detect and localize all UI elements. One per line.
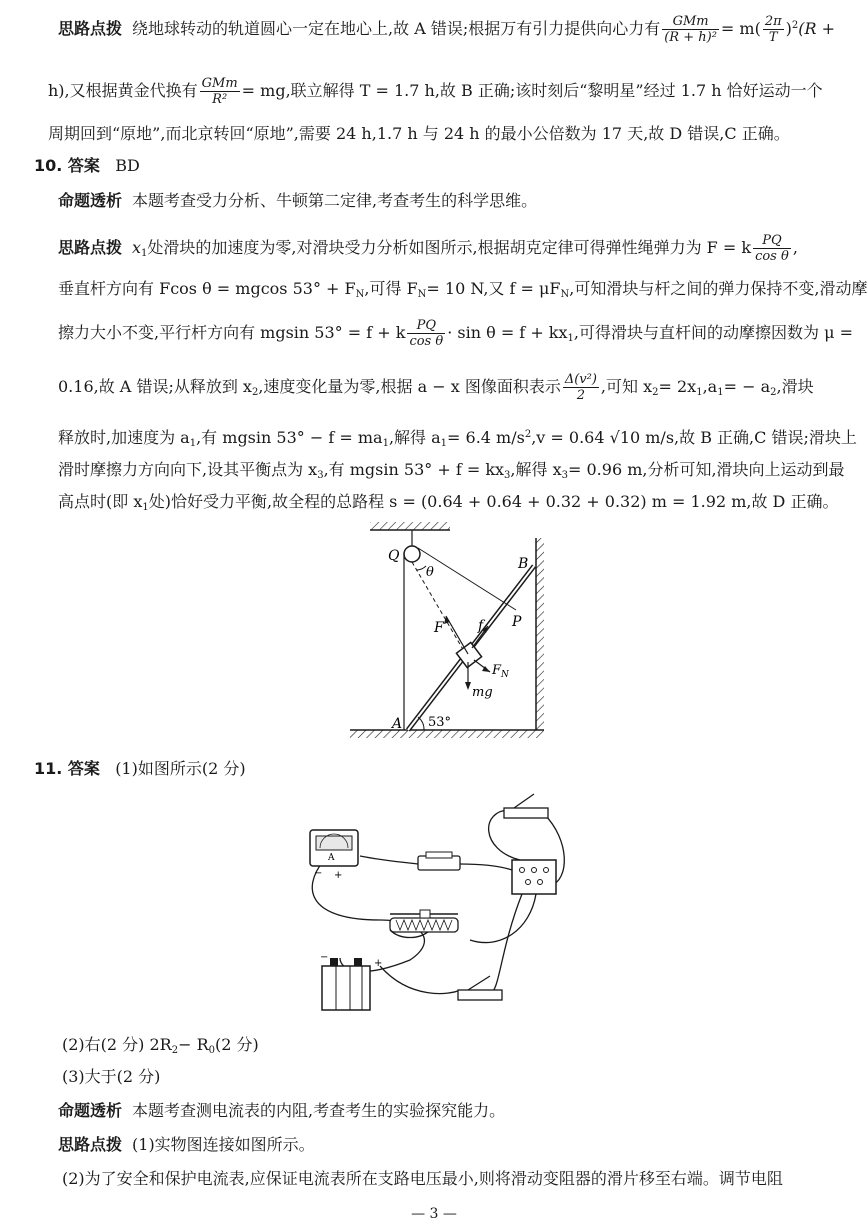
q9-line-1: 思路点拨 绕地球转动的轨道圆心一定在地心上,故 A 错误;根据万有引力提供向心力有 $\frac{\text{GMm}}{\text{(R + h)²}}$ = m( $\frac{2\pi}{T}$ )$^2$(R + [58,14,836,45]
ammeter [310,830,358,881]
q11-hint-line-2: (2)为了安全和保护电流表,应保证电流表所在支路电压最小,则将滑动变阻器的滑片移至右端。调节电阻 [62,1169,783,1188]
q10-hint-line-6: 滑时摩擦力方向向下,设其平衡点为 $x_3$,有 mgsin $53^\circ + f = kx_3$,解得 $x_3= 0.96$ m,分析可知,滑块向上运动到最 [58,460,845,481]
q11-answer: 11. 答案 (1)如图所示(2 分) [34,759,246,778]
rheostat [390,910,458,932]
svg-text:A: A [328,853,335,863]
circuit-diagram [300,790,570,1020]
q10-hint-line-5: 释放时,加速度为 $a_1$,有 mgsin $53^\circ - f = ma_1$,解得 $a_1= 6.4$ $m/s^2,v = 0.64$ √10 m/s,故 B 正确,C 错误;滑块上 [58,428,857,449]
label-p: P [512,614,522,630]
label-f-force: F [434,620,444,636]
wire-8 [380,966,460,994]
label-friction: f [478,618,484,634]
q9-hint-label: 思路点拨 [58,19,123,38]
fraction-gmm-over-r2: $\frac{\text{GMm}}{\text{R²}}$ [201,76,238,107]
ceiling-hatch [370,522,450,530]
wire-6 [470,894,536,943]
label-fn: $F_N$ [492,663,509,680]
q10-hint-line-1: 思路点拨 $x_1$处滑块的加速度为零,对滑块受力分析如图所示,根据胡克定律可得弹性绳弹力为 F = k $\frac{PQ}{\text{cos θ}}$ , [58,233,798,264]
q11-part2: (2)右(2 分) $2R_2- R_0(2$ 分) [62,1035,259,1056]
wire-1 [312,860,424,971]
resistance-box [512,860,556,894]
q9-line-3: 周期回到“原地”,而北京转回“原地”,需要 24 h,1.7 h 与 24 h 的最小公倍数为 17 天,故 D 错误,C 正确。 [48,124,790,143]
label-angle: 53° [428,715,452,730]
q10-hint-line-3: 擦力大小不变,平行杆方向有 mgsin 53° = f + k $\frac{PQ}{\text{cos θ}}$ · $\sin \theta = f + kx_1$,可得滑块与直杆间的动摩擦因数为 μ = [58,318,853,349]
q10-hint-line-7: 高点时(即 $x_1$处)恰好受力平衡,故全程的总路程 s = (0.64 + 0.64 + 0.32 + 0.32) m = 1.92 m,故 D 正确。 [58,492,839,513]
wall-hatch [536,538,544,730]
label-a: A [392,716,403,732]
label-b: B [518,556,529,572]
battery [320,952,382,1010]
dashed-line [412,562,468,658]
switch-top [504,794,548,818]
q10-analysis: 命题透析 本题考查受力分析、牛顿第二定律,考查考生的科学思维。 [58,191,538,210]
fraction-gmm-over-rh: $\frac{\text{GMm}}{\text{(R + h)²}}$ [664,14,717,45]
svg-text:−: − [320,952,329,963]
label-q: Q [388,548,400,564]
q9-line-2: h),又根据黄金代换有 $\frac{\text{GMm}}{\text{R²}}$ = mg,联立解得 T = 1.7 h,故 B 正确;该时刻后“黎明星”经过 1.7 h 恰好运动一个 [48,76,823,107]
q10-hint-line-2: 垂直杆方向有 Fcos θ = mgcos $53^\circ + F_N$,可得 $F_N= 10$ N,又 $f = \mu F_N$,可知滑块与杆之间的弹力保持不变,滑动摩 [58,279,868,300]
svg-text:+: + [334,870,343,881]
pulley-q [404,546,420,562]
page-number: — 3 — [411,1206,457,1222]
label-theta: θ [426,565,434,580]
q11-analysis: 命题透析 本题考查测电流表的内阻,考查考生的实验探究能力。 [58,1101,506,1120]
q11-part3: (3)大于(2 分) [62,1067,161,1086]
wire-7 [490,894,522,994]
floor-hatch [350,730,544,738]
label-mg: mg [472,685,493,700]
wire-3 [460,864,512,870]
svg-text:−: − [314,868,323,879]
q10-answer: 10. 答案 BD [34,156,140,175]
resistor-r0 [418,852,460,870]
q10-hint-line-4: 0.16,故 A 错误;从释放到 $x_2$,速度变化量为零,根据 a − x 图像面积表示 $\frac{\text{Δ(v²)}}{2}$ ,可知 $x_2= 2x_1,a_1= - a_2$,滑块 [58,372,814,403]
svg-text:+: + [374,958,383,969]
fraction-2pi-over-t: $\frac{2\pi}{T}$ [764,14,782,45]
q11-hint: 思路点拨 (1)实物图连接如图所示。 [58,1135,315,1154]
wire-2 [360,856,418,864]
force-diagram [340,518,560,748]
